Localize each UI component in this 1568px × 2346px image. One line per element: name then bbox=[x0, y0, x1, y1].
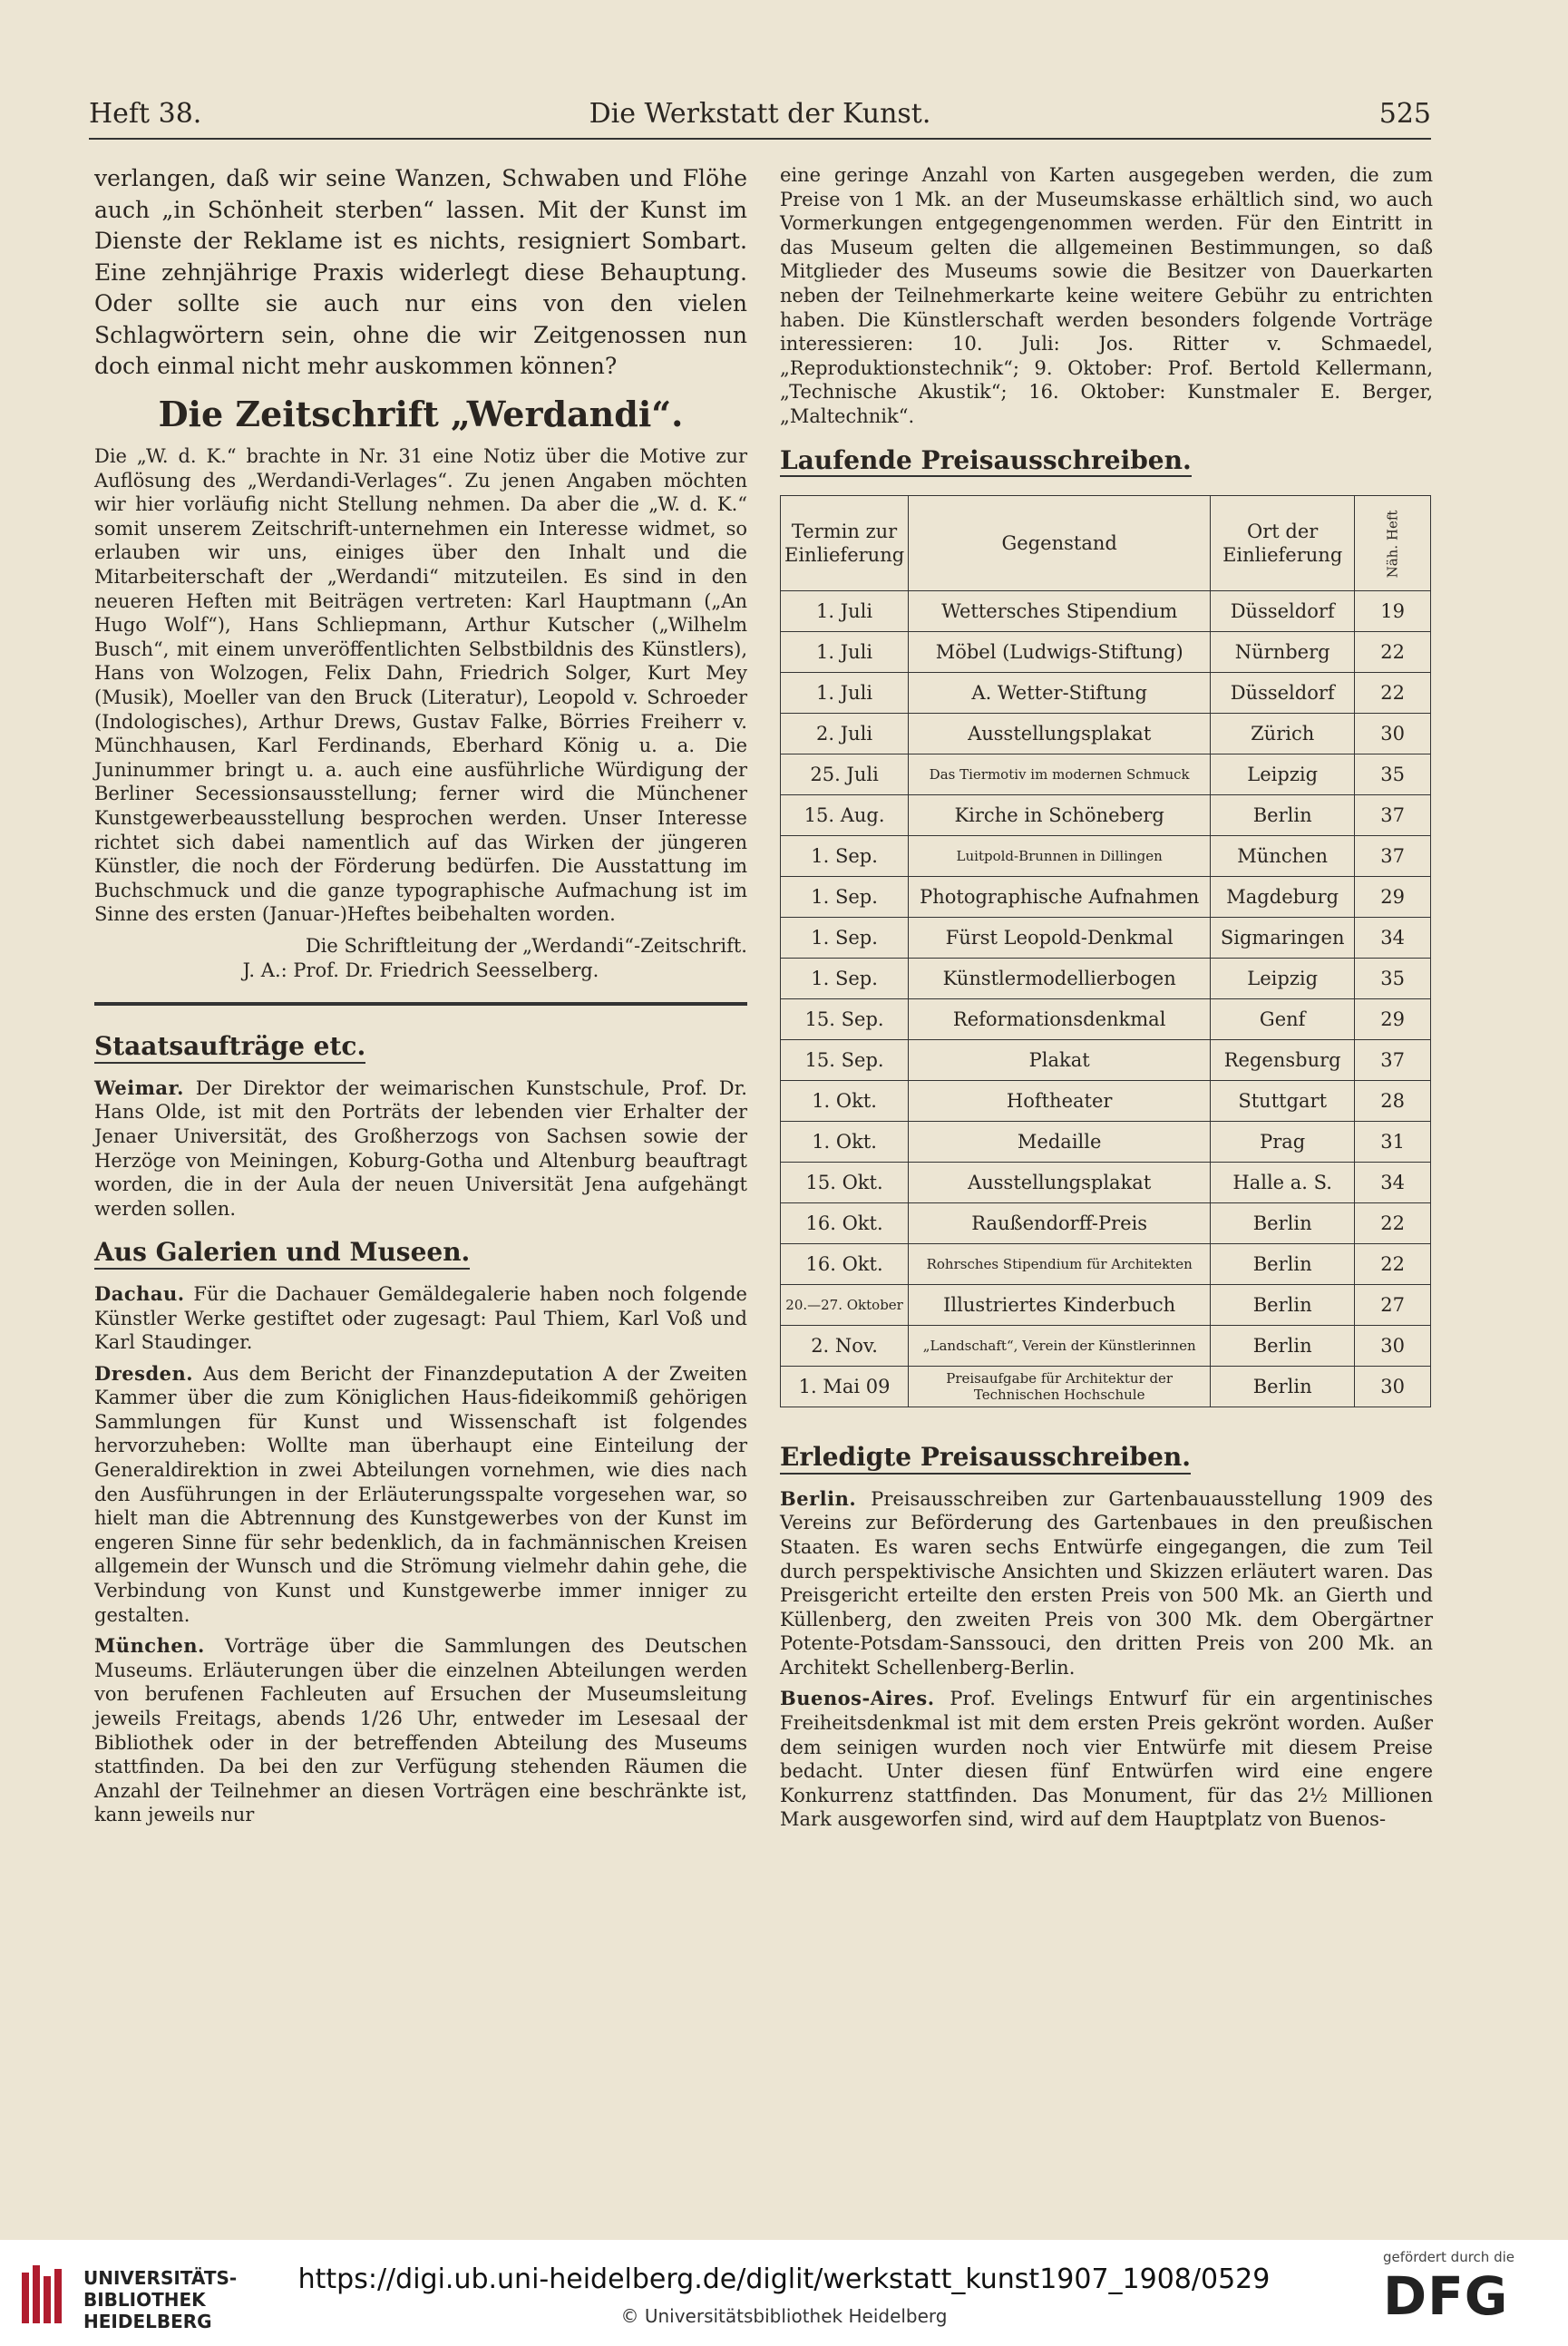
cell-gegenstand: Illustriertes Kinderbuch bbox=[909, 1285, 1211, 1326]
header-issue: Heft 38. bbox=[89, 98, 202, 130]
cell-heft: 19 bbox=[1355, 591, 1431, 632]
cell-heft: 22 bbox=[1355, 673, 1431, 714]
berlin-keyword: Berlin. bbox=[780, 1486, 857, 1510]
table-row bbox=[781, 1244, 1431, 1285]
cell-heft: 28 bbox=[1355, 1081, 1431, 1122]
table-row bbox=[781, 591, 1431, 632]
ub-logo-line-1: UNIVERSITÄTS- bbox=[83, 2267, 238, 2289]
table-row bbox=[781, 1285, 1431, 1326]
table-row bbox=[781, 1122, 1431, 1163]
cell-heft: 30 bbox=[1355, 714, 1431, 754]
ub-logo-line-3: HEIDELBERG bbox=[83, 2311, 212, 2332]
cell-gegenstand: Das Tiermotiv im modernen Schmuck bbox=[909, 754, 1211, 795]
cell-heft: 27 bbox=[1355, 1285, 1431, 1326]
dresden-text: Aus dem Bericht der Finanzdeputation A der Zweiten Kammer über die zum Königlichen Haus-fideikommiß gehörigen Sammlungen für Kunst und Wissenschaft ist folgendes hervorzuheben: Wollte man überhaupt eine Einteilung der Generaldirektion in zwei Abteilungen vornehmen, wie dies nach den Ausführungen in der Erläuterungsspalte vorgesehen war, so hielt man die Abtrennung des Kunstgewerbes von der Kunst im engeren Sinne für sehr bedenklich, da in fachmännischen Kreisen allgemein der Wunsch und die Strömung vielmehr dahin gehe, die Verbindung von Kunst und Kunstgewerbe immer inniger zu gestalten. bbox=[94, 1362, 747, 1626]
table-row bbox=[781, 1040, 1431, 1081]
cell-heft: 22 bbox=[1355, 1244, 1431, 1285]
header-gegenstand: Gegenstand bbox=[909, 496, 1211, 591]
cell-ort: Berlin bbox=[1211, 1326, 1355, 1367]
cell-ort: Berlin bbox=[1211, 1367, 1355, 1407]
table-row bbox=[781, 1163, 1431, 1203]
cell-ort: Leipzig bbox=[1211, 959, 1355, 999]
dachau-text: Für die Dachauer Gemäldegalerie haben noch folgende Künstler Werke gestiftet oder zugesagt: Paul Thiem, Karl Voß und Karl Staudinger. bbox=[94, 1282, 747, 1354]
cell-ort: Düsseldorf bbox=[1211, 591, 1355, 632]
dfg-logo[interactable] bbox=[1383, 2249, 1537, 2340]
table-row bbox=[781, 795, 1431, 836]
viewer-footer bbox=[0, 2240, 1568, 2346]
cell-heft: 37 bbox=[1355, 1040, 1431, 1081]
left-column bbox=[94, 163, 747, 1835]
table-row bbox=[781, 836, 1431, 877]
cell-heft: 34 bbox=[1355, 918, 1431, 959]
cell-heft: 34 bbox=[1355, 1163, 1431, 1203]
cell-termin: 15. Okt. bbox=[781, 1163, 909, 1203]
cell-termin: 1. Okt. bbox=[781, 1081, 909, 1122]
cell-ort: Sigmaringen bbox=[1211, 918, 1355, 959]
table-row bbox=[781, 1203, 1431, 1244]
galerien-heading: Aus Galerien und Museen. bbox=[94, 1241, 470, 1270]
cell-termin: 1. Sep. bbox=[781, 918, 909, 959]
cell-ort: Prag bbox=[1211, 1122, 1355, 1163]
museum-intro-text: eine geringe Anzahl von Karten ausgegeben werden, die zum Preise von 1 Mk. an der Museumskasse erhältlich sind, wo auch Vormerkungen entgegengenommen werden. Für den Eintritt in das Museum gelten die allgemeinen Bestimmungen, so daß Mitglieder des Museums sowie die Besitzer von Dauerkarten neben der Teilnehmerkarte keine weitere Gebühr zu entrichten haben. Die Künstlerschaft werden besonders folgende Vorträge interessieren: 10. Juli: Jos. Ritter v. Schmaedel, „Reproduktionstechnik“; 9. Oktober: Prof. Bertold Kellermann, „Technische Akustik“; 16. Oktober: Kunstmaler E. Berger, „Maltechnik“. bbox=[780, 164, 1433, 427]
berlin-paragraph bbox=[780, 1487, 1433, 1680]
table-row bbox=[781, 673, 1431, 714]
werdandi-signature-1: Die Schriftleitung der „Werdandi“-Zeitschrift. bbox=[305, 934, 747, 957]
cell-ort: Berlin bbox=[1211, 1244, 1355, 1285]
table-row bbox=[781, 754, 1431, 795]
cell-termin: 20.—27. Oktober bbox=[781, 1285, 909, 1326]
cell-termin: 16. Okt. bbox=[781, 1244, 909, 1285]
berlin-text: Preisausschreiben zur Gartenbauausstellung 1909 des Vereins zur Beförderung des Gartenbaues in den preußischen Staaten. Es waren sechs Entwürfe eingegangen, die zum Teil durch perspektivische Ansichten und Skizzen erläutert waren. Das Preisgericht erteilte den ersten Preis von 500 Mk. an Gierth und Küllenberg, den zweiten Preis von 300 Mk. dem Obergärtner Potente-Potsdam-Sanssouci, den dritten Preis von 200 Mk. an Architekt Schellenberg-Berlin. bbox=[780, 1487, 1433, 1679]
buenos-text: Prof. Evelings Entwurf für ein argentinisches Freiheitsdenkmal ist mit dem ersten Preis gekrönt worden. Außer dem seinigen wurden noch vier Entwürfe mit diesem Preise bedacht. Unter diesen fünf Entwürfen wird eine engere Konkurrenz stattfinden. Das Monument, für das 2½ Millionen Mark ausgeworfen sind, wird auf dem Hauptplatz von Buenos- bbox=[780, 1688, 1433, 1831]
cell-termin: 1. Sep. bbox=[781, 877, 909, 918]
copyright-notice: © Universitätsbibliothek Heidelberg bbox=[620, 2305, 948, 2327]
table-row bbox=[781, 1326, 1431, 1367]
cell-gegenstand: Preisaufgabe für Architektur der Technischen Hochschule bbox=[909, 1367, 1211, 1407]
cell-ort: Stuttgart bbox=[1211, 1081, 1355, 1122]
table-header-row bbox=[781, 496, 1431, 591]
weimar-paragraph bbox=[94, 1076, 747, 1222]
running-header bbox=[89, 98, 1431, 140]
cell-gegenstand: Fürst Leopold-Denkmal bbox=[909, 918, 1211, 959]
cell-termin: 15. Aug. bbox=[781, 795, 909, 836]
cell-ort: Genf bbox=[1211, 999, 1355, 1040]
header-heft-label: Näh. Heft bbox=[1384, 510, 1401, 579]
cell-ort: Magdeburg bbox=[1211, 877, 1355, 918]
cell-termin: 2. Juli bbox=[781, 714, 909, 754]
dachau-paragraph bbox=[94, 1282, 747, 1355]
table-row bbox=[781, 959, 1431, 999]
cell-termin: 15. Sep. bbox=[781, 999, 909, 1040]
cell-ort: München bbox=[1211, 836, 1355, 877]
cell-termin: 2. Nov. bbox=[781, 1326, 909, 1367]
cell-gegenstand: Raußendorff-Preis bbox=[909, 1203, 1211, 1244]
dfg-wordmark: DFG bbox=[1383, 2265, 1509, 2327]
cell-termin: 1. Juli bbox=[781, 673, 909, 714]
cell-heft: 37 bbox=[1355, 836, 1431, 877]
cell-termin: 1. Juli bbox=[781, 591, 909, 632]
staatsauftraege-heading: Staatsaufträge etc. bbox=[94, 1035, 365, 1064]
cell-termin: 1. Juli bbox=[781, 632, 909, 673]
right-column bbox=[780, 163, 1433, 1839]
table-row bbox=[781, 1081, 1431, 1122]
weimar-text: Der Direktor der weimarischen Kunstschule, Prof. Dr. Hans Olde, ist mit den Porträts der lebenden vier Erhalter der Jenaer Universität, des Großherzogs von Sachsen sowie der Herzöge von Meiningen, Koburg-Gotha und Altenburg beauftragt worden, die in der Aula der neuen Universität Jena aufgehängt werden sollen. bbox=[94, 1076, 747, 1220]
cell-ort: Zürich bbox=[1211, 714, 1355, 754]
muenchen-keyword: München. bbox=[94, 1634, 205, 1658]
ub-logo-line-2: BIBLIOTHEK bbox=[83, 2289, 206, 2311]
cell-gegenstand: Reformationsdenkmal bbox=[909, 999, 1211, 1040]
header-title: Die Werkstatt der Kunst. bbox=[589, 98, 931, 130]
weimar-keyword: Weimar. bbox=[94, 1076, 184, 1099]
section-rule bbox=[94, 1002, 747, 1006]
cell-gegenstand: Rohrsches Stipendium für Architekten bbox=[909, 1244, 1211, 1285]
buenos-paragraph bbox=[780, 1687, 1433, 1832]
cell-heft: 35 bbox=[1355, 754, 1431, 795]
table-row bbox=[781, 1367, 1431, 1407]
header-page-number: 525 bbox=[1378, 98, 1431, 130]
permalink-url[interactable]: https://digi.ub.uni-heidelberg.de/diglit/werkstatt_kunst1907_1908/0529 bbox=[297, 2263, 1271, 2295]
cell-gegenstand: Möbel (Ludwigs-Stiftung) bbox=[909, 632, 1211, 673]
cell-gegenstand: „Landschaft“, Verein der Künstlerinnen bbox=[909, 1326, 1211, 1367]
dfg-funded-by: gefördert durch die bbox=[1383, 2249, 1514, 2265]
dresden-paragraph bbox=[94, 1362, 747, 1628]
header-ort: Ort der Einlieferung bbox=[1211, 496, 1355, 591]
cell-heft: 22 bbox=[1355, 1203, 1431, 1244]
cell-gegenstand: Ausstellungsplakat bbox=[909, 1163, 1211, 1203]
cell-gegenstand: Luitpold-Brunnen in Dillingen bbox=[909, 836, 1211, 877]
cell-ort: Berlin bbox=[1211, 1203, 1355, 1244]
cell-gegenstand: Hoftheater bbox=[909, 1081, 1211, 1122]
cell-termin: 1. Sep. bbox=[781, 836, 909, 877]
cell-gegenstand: Ausstellungsplakat bbox=[909, 714, 1211, 754]
cell-gegenstand: Kirche in Schöneberg bbox=[909, 795, 1211, 836]
cell-ort: Berlin bbox=[1211, 1285, 1355, 1326]
cell-ort: Düsseldorf bbox=[1211, 673, 1355, 714]
cell-gegenstand: A. Wetter-Stiftung bbox=[909, 673, 1211, 714]
header-rule bbox=[89, 138, 1431, 140]
cell-gegenstand: Photographische Aufnahmen bbox=[909, 877, 1211, 918]
competition-table bbox=[780, 495, 1431, 1407]
werdandi-heading: Die Zeitschrift „Werdandi“. bbox=[158, 393, 684, 434]
dresden-keyword: Dresden. bbox=[94, 1361, 194, 1385]
cell-termin: 1. Mai 09 bbox=[781, 1367, 909, 1407]
table-row bbox=[781, 999, 1431, 1040]
cell-ort: Leipzig bbox=[1211, 754, 1355, 795]
cell-termin: 16. Okt. bbox=[781, 1203, 909, 1244]
muenchen-paragraph bbox=[94, 1634, 747, 1827]
header-termin: Termin zur Einlieferung bbox=[781, 496, 909, 591]
cell-gegenstand: Wettersches Stipendium bbox=[909, 591, 1211, 632]
cell-ort: Regensburg bbox=[1211, 1040, 1355, 1081]
laufende-heading: Laufende Preisausschreiben. bbox=[780, 449, 1192, 478]
werdandi-signature-2: J. A.: Prof. Dr. Friedrich Seesselberg. bbox=[242, 959, 599, 981]
cell-gegenstand: Plakat bbox=[909, 1040, 1211, 1081]
cell-termin: 25. Juli bbox=[781, 754, 909, 795]
cell-heft: 30 bbox=[1355, 1326, 1431, 1367]
cell-heft: 29 bbox=[1355, 999, 1431, 1040]
cell-heft: 31 bbox=[1355, 1122, 1431, 1163]
table-row bbox=[781, 714, 1431, 754]
cell-heft: 29 bbox=[1355, 877, 1431, 918]
cell-ort: Nürnberg bbox=[1211, 632, 1355, 673]
werdandi-text: Die „W. d. K.“ brachte in Nr. 31 eine Notiz über die Motive zur Auflösung des „Werdandi-Verlages“. Zu jenen Angaben möchten wir hier vorläufig nicht Stellung nehmen. Da aber die „W. d. K.“ somit unserem Zeitschrift-unternehmen ein Interesse widmet, so erlauben wir uns, einiges über den Inhalt und die Mitarbeiterschaft der „Werdandi“ mitzuteilen. Es sind in den neueren Heften mit Beiträgen vertreten: Karl Hauptmann („An Hugo Wolf“), Hans Schliepmann, Arthur Kutscher („Wilhelm Busch“, mit einem unveröffentlichten Selbstbildnis des Künstlers), Hans von Wolzogen, Felix Dahn, Friedrich Solger, Kurt Mey (Musik), Moeller van den Bruck (Literatur), Leopold v. Schroeder (Indologisches), Arthur Drews, Gustav Falke, Börries Freiherr v. Münchhausen, Karl Ferdinands, Eberhard König u. a. Die Juninummer bringt u. a. auch eine ausführliche Würdigung der Berliner Secessionsausstellung; ferner wird die Münchener Kunstgewerbeausstellung besprochen werden. Unser Interesse richtet sich dabei namentlich auf das Wirken der jüngeren Künstler, die noch der Förderung bedürfen. Die Ausstattung im Buchschmuck und die ganze typographische Aufmachung ist im Sinne des ersten (Januar-)Heftes beibehalten worden. bbox=[94, 445, 747, 926]
table-row bbox=[781, 918, 1431, 959]
cell-termin: 15. Sep. bbox=[781, 1040, 909, 1081]
buenos-keyword: Buenos-Aires. bbox=[780, 1687, 935, 1710]
muenchen-text: Vorträge über die Sammlungen des Deutschen Museums. Erläuterungen über die einzelnen Abteilungen werden von berufenen Fachleuten auf Ersuchen der Museumsleitung jeweils Freitags, abends 1/26 Uhr, entweder im Lesesaal der Bibliothek oder in der betreffenden Abteilung des Museums stattfinden. Da bei den zur Verfügung stehenden Räumen die Anzahl der Teilnehmer an diesen Vorträgen eine beschränkte ist, kann jeweils nur bbox=[94, 1635, 747, 1826]
table-body bbox=[781, 591, 1431, 1407]
cell-ort: Berlin bbox=[1211, 795, 1355, 836]
cell-heft: 35 bbox=[1355, 959, 1431, 999]
cell-heft: 22 bbox=[1355, 632, 1431, 673]
lead-paragraph: verlangen, daß wir seine Wanzen, Schwaben und Flöhe auch „in Schönheit sterben“ lassen. Mit der Kunst im Dienste der Reklame ist es nichts, resigniert Sombart. Eine zehnjährige Praxis widerlegt diese Behauptung. Oder sollte sie auch nur eins von den vielen Schlagwörtern sein, ohne die wir Zeitgenossen nun doch einmal nicht mehr auskommen können? bbox=[94, 165, 747, 379]
cell-heft: 30 bbox=[1355, 1367, 1431, 1407]
cell-gegenstand: Medaille bbox=[909, 1122, 1211, 1163]
header-heft bbox=[1355, 496, 1431, 591]
cell-ort: Halle a. S. bbox=[1211, 1163, 1355, 1203]
table-row bbox=[781, 632, 1431, 673]
cell-termin: 1. Okt. bbox=[781, 1122, 909, 1163]
cell-termin: 1. Sep. bbox=[781, 959, 909, 999]
cell-gegenstand: Künstlermodellierbogen bbox=[909, 959, 1211, 999]
table-row bbox=[781, 877, 1431, 918]
dachau-keyword: Dachau. bbox=[94, 1281, 185, 1305]
erledigte-heading: Erledigte Preisausschreiben. bbox=[780, 1446, 1191, 1475]
cell-heft: 37 bbox=[1355, 795, 1431, 836]
